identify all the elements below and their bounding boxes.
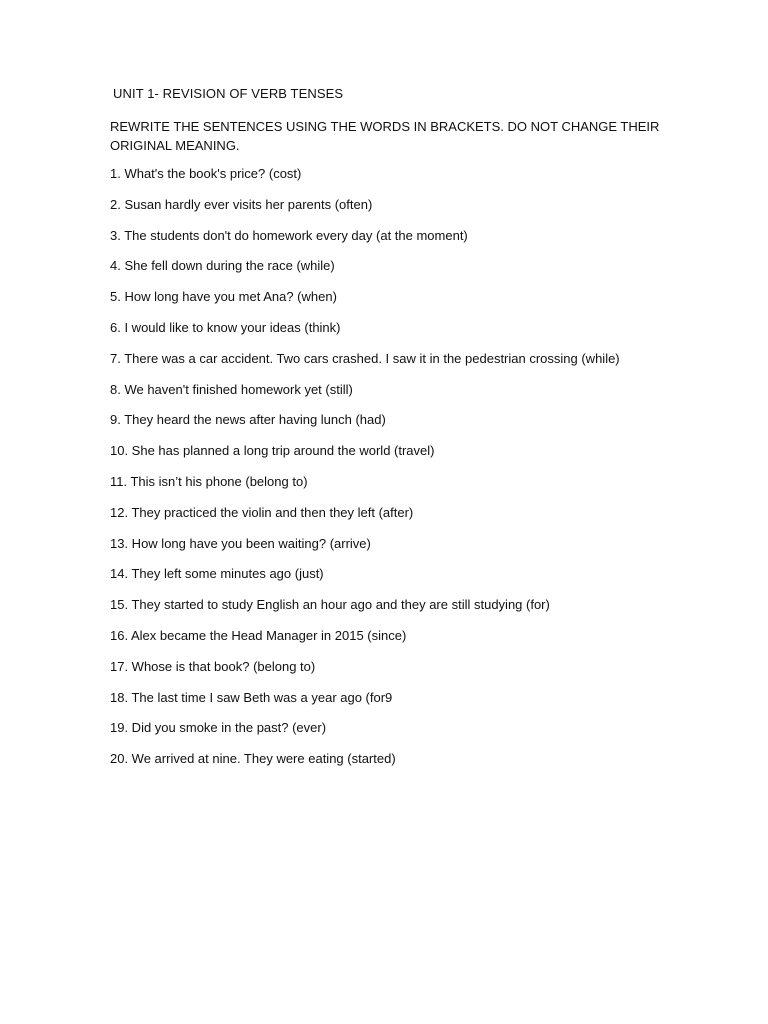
- exercise-item: 12. They practiced the violin and then they left (after): [110, 504, 414, 520]
- exercise-item: 3. The students don't do homework every day (at the moment): [110, 227, 468, 243]
- exercise-item: 10. She has planned a long trip around the world (travel): [110, 443, 435, 459]
- exercise-item: 20. We arrived at nine. They were eating (started): [110, 751, 396, 767]
- exercise-item: 17. Whose is that book? (belong to): [110, 658, 316, 674]
- exercise-item: 13. How long have you been waiting? (arrive): [110, 535, 371, 551]
- page-title: UNIT 1- REVISION OF VERB TENSES: [113, 86, 344, 101]
- exercise-item: 4. She fell down during the race (while): [110, 258, 335, 274]
- exercise-item: 2. Susan hardly ever visits her parents (often): [110, 196, 373, 212]
- instructions-text: REWRITE THE SENTENCES USING THE WORDS IN BRACKETS. DO NOT CHANGE THEIR ORIGINAL MEANING.: [110, 119, 660, 153]
- exercise-item: 7. There was a car accident. Two cars crashed. I saw it in the pedestrian crossing (while): [110, 350, 620, 366]
- exercise-item: 15. They started to study English an hour ago and they are still studying (for): [110, 597, 550, 613]
- exercise-item: 9. They heard the news after having lunch (had): [110, 412, 386, 428]
- exercise-item: 18. The last time I saw Beth was a year ago (for9: [110, 689, 393, 705]
- exercise-list: [110, 166, 620, 782]
- exercise-item: 6. I would like to know your ideas (think): [110, 319, 341, 335]
- exercise-item: 11. This isn’t his phone (belong to): [110, 473, 308, 489]
- exercise-item: 19. Did you smoke in the past? (ever): [110, 720, 327, 736]
- exercise-item: 5. How long have you met Ana? (when): [110, 289, 337, 305]
- exercise-item: 1. What's the book's price? (cost): [110, 166, 302, 181]
- exercise-item: 14. They left some minutes ago (just): [110, 566, 324, 582]
- exercise-item: 8. We haven't finished homework yet (still): [110, 381, 353, 397]
- exercise-item: 16. Alex became the Head Manager in 2015 (since): [110, 627, 407, 643]
